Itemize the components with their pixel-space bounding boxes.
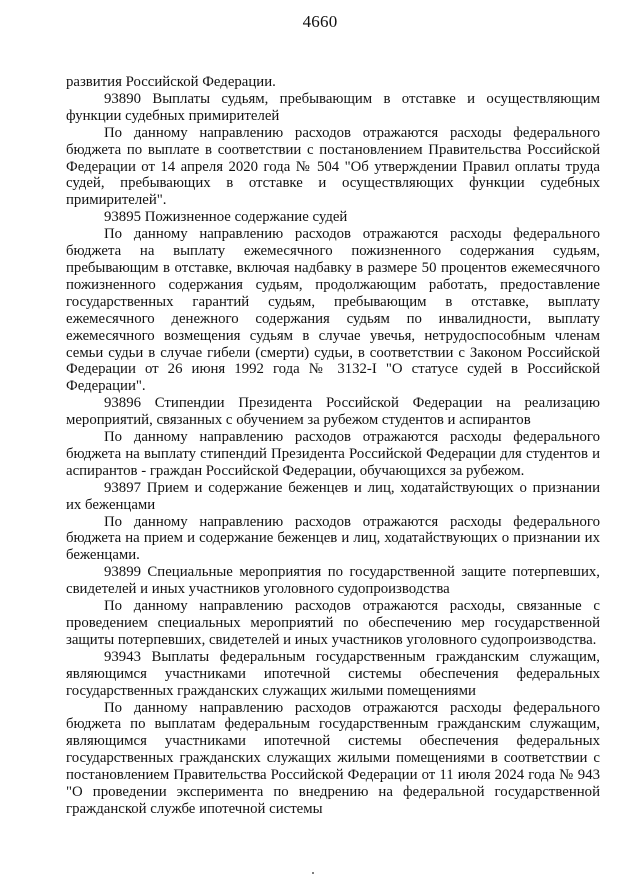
page-number: 4660 [302, 12, 338, 31]
section-heading-93899: 93899 Специальные мероприятия по государственной защите потерпевших, свидетелей и иных участников уголовного судопроизводства [66, 564, 600, 598]
paragraph-1: развития Российской Федерации. [66, 74, 276, 90]
paragraph-93896: По данному направлению расходов отражаются расходы федерального бюджета на выплату стипендий Президента Российской Федерации для студентов и аспирантов - граждан Российской Федерации, обучающихся за рубежом. [66, 429, 600, 479]
paragraph-93943: По данному направлению расходов отражаются расходы федерального бюджета по выплатам федеральным государственным гражданским служащим, являющимся участниками ипотечной системы обеспечения федеральных государственных гражданских служащих жилыми помещениями в соответствии с постановлением Правительства Российской Федерации от 11 июля 2024 года № 943 "О проведении эксперимента по внедрению на федеральной государственной гражданской службе ипотечной системы [66, 699, 600, 817]
paragraph-93897: По данному направлению расходов отражаются расходы федерального бюджета на прием и содержание беженцев и лиц, ходатайствующих о признании их беженцами. [66, 513, 600, 564]
section-heading-93896: 93896 Стипендии Президента Российской Федерации на реализацию мероприятий, связанных с обучением за рубежом студентов и аспирантов [66, 395, 600, 429]
paragraph-93895: По данному направлению расходов отражаются расходы федерального бюджета на выплату ежемесячного пожизненного содержания судьям, пребывающим в отставке, включая надбавку в размере 50 процентов ежемесячного пожизненного содержания судьям, продолжающим работать, предоставление государственных гарантий судьям, пребывающим в отставке, выплату ежемесячного денежного содержания судьям по инвалидности, выплату ежемесячного возмещения судьям в случае увечья, нетрудоспособным членам семьи судьи в случае гибели (смерти) судьи, в соответствии с Законом Российской Федерации от 26 июня 1992 года № 3132-I "О статусе судей в Российской Федерации". [66, 226, 600, 395]
paragraph-93899: По данному направлению расходов отражаются расходы, связанные с проведением специальных мероприятий по обеспечению мер государственной защиты потерпевших, свидетелей и иных участников уголовного судопроизводства. [66, 598, 600, 648]
scan-speck [312, 872, 314, 874]
document-body [66, 74, 600, 818]
paragraph-93890: По данному направлению расходов отражаются расходы федерального бюджета по выплате в соответствии с постановлением Правительства Российской Федерации от 14 апреля 2020 года № 504 "Об утверждении Правил оплаты труда судей, пребывающих в отставке и осуществляющих функции судебных примирителей". [66, 124, 600, 209]
section-heading-93890: 93890 Выплаты судьям, пребывающим в отставке и осуществляющим функции судебных примирителей [66, 90, 600, 124]
section-heading-93897: 93897 Прием и содержание беженцев и лиц, ходатайствующих о признании их беженцами [66, 479, 600, 513]
section-heading-93943: 93943 Выплаты федеральным государственным гражданским служащим, являющимся участниками ипотечной системы обеспечения федеральных государственных гражданских служащих жилыми помещениями [66, 648, 600, 699]
section-heading-93895: 93895 Пожизненное содержание судей [104, 209, 348, 226]
